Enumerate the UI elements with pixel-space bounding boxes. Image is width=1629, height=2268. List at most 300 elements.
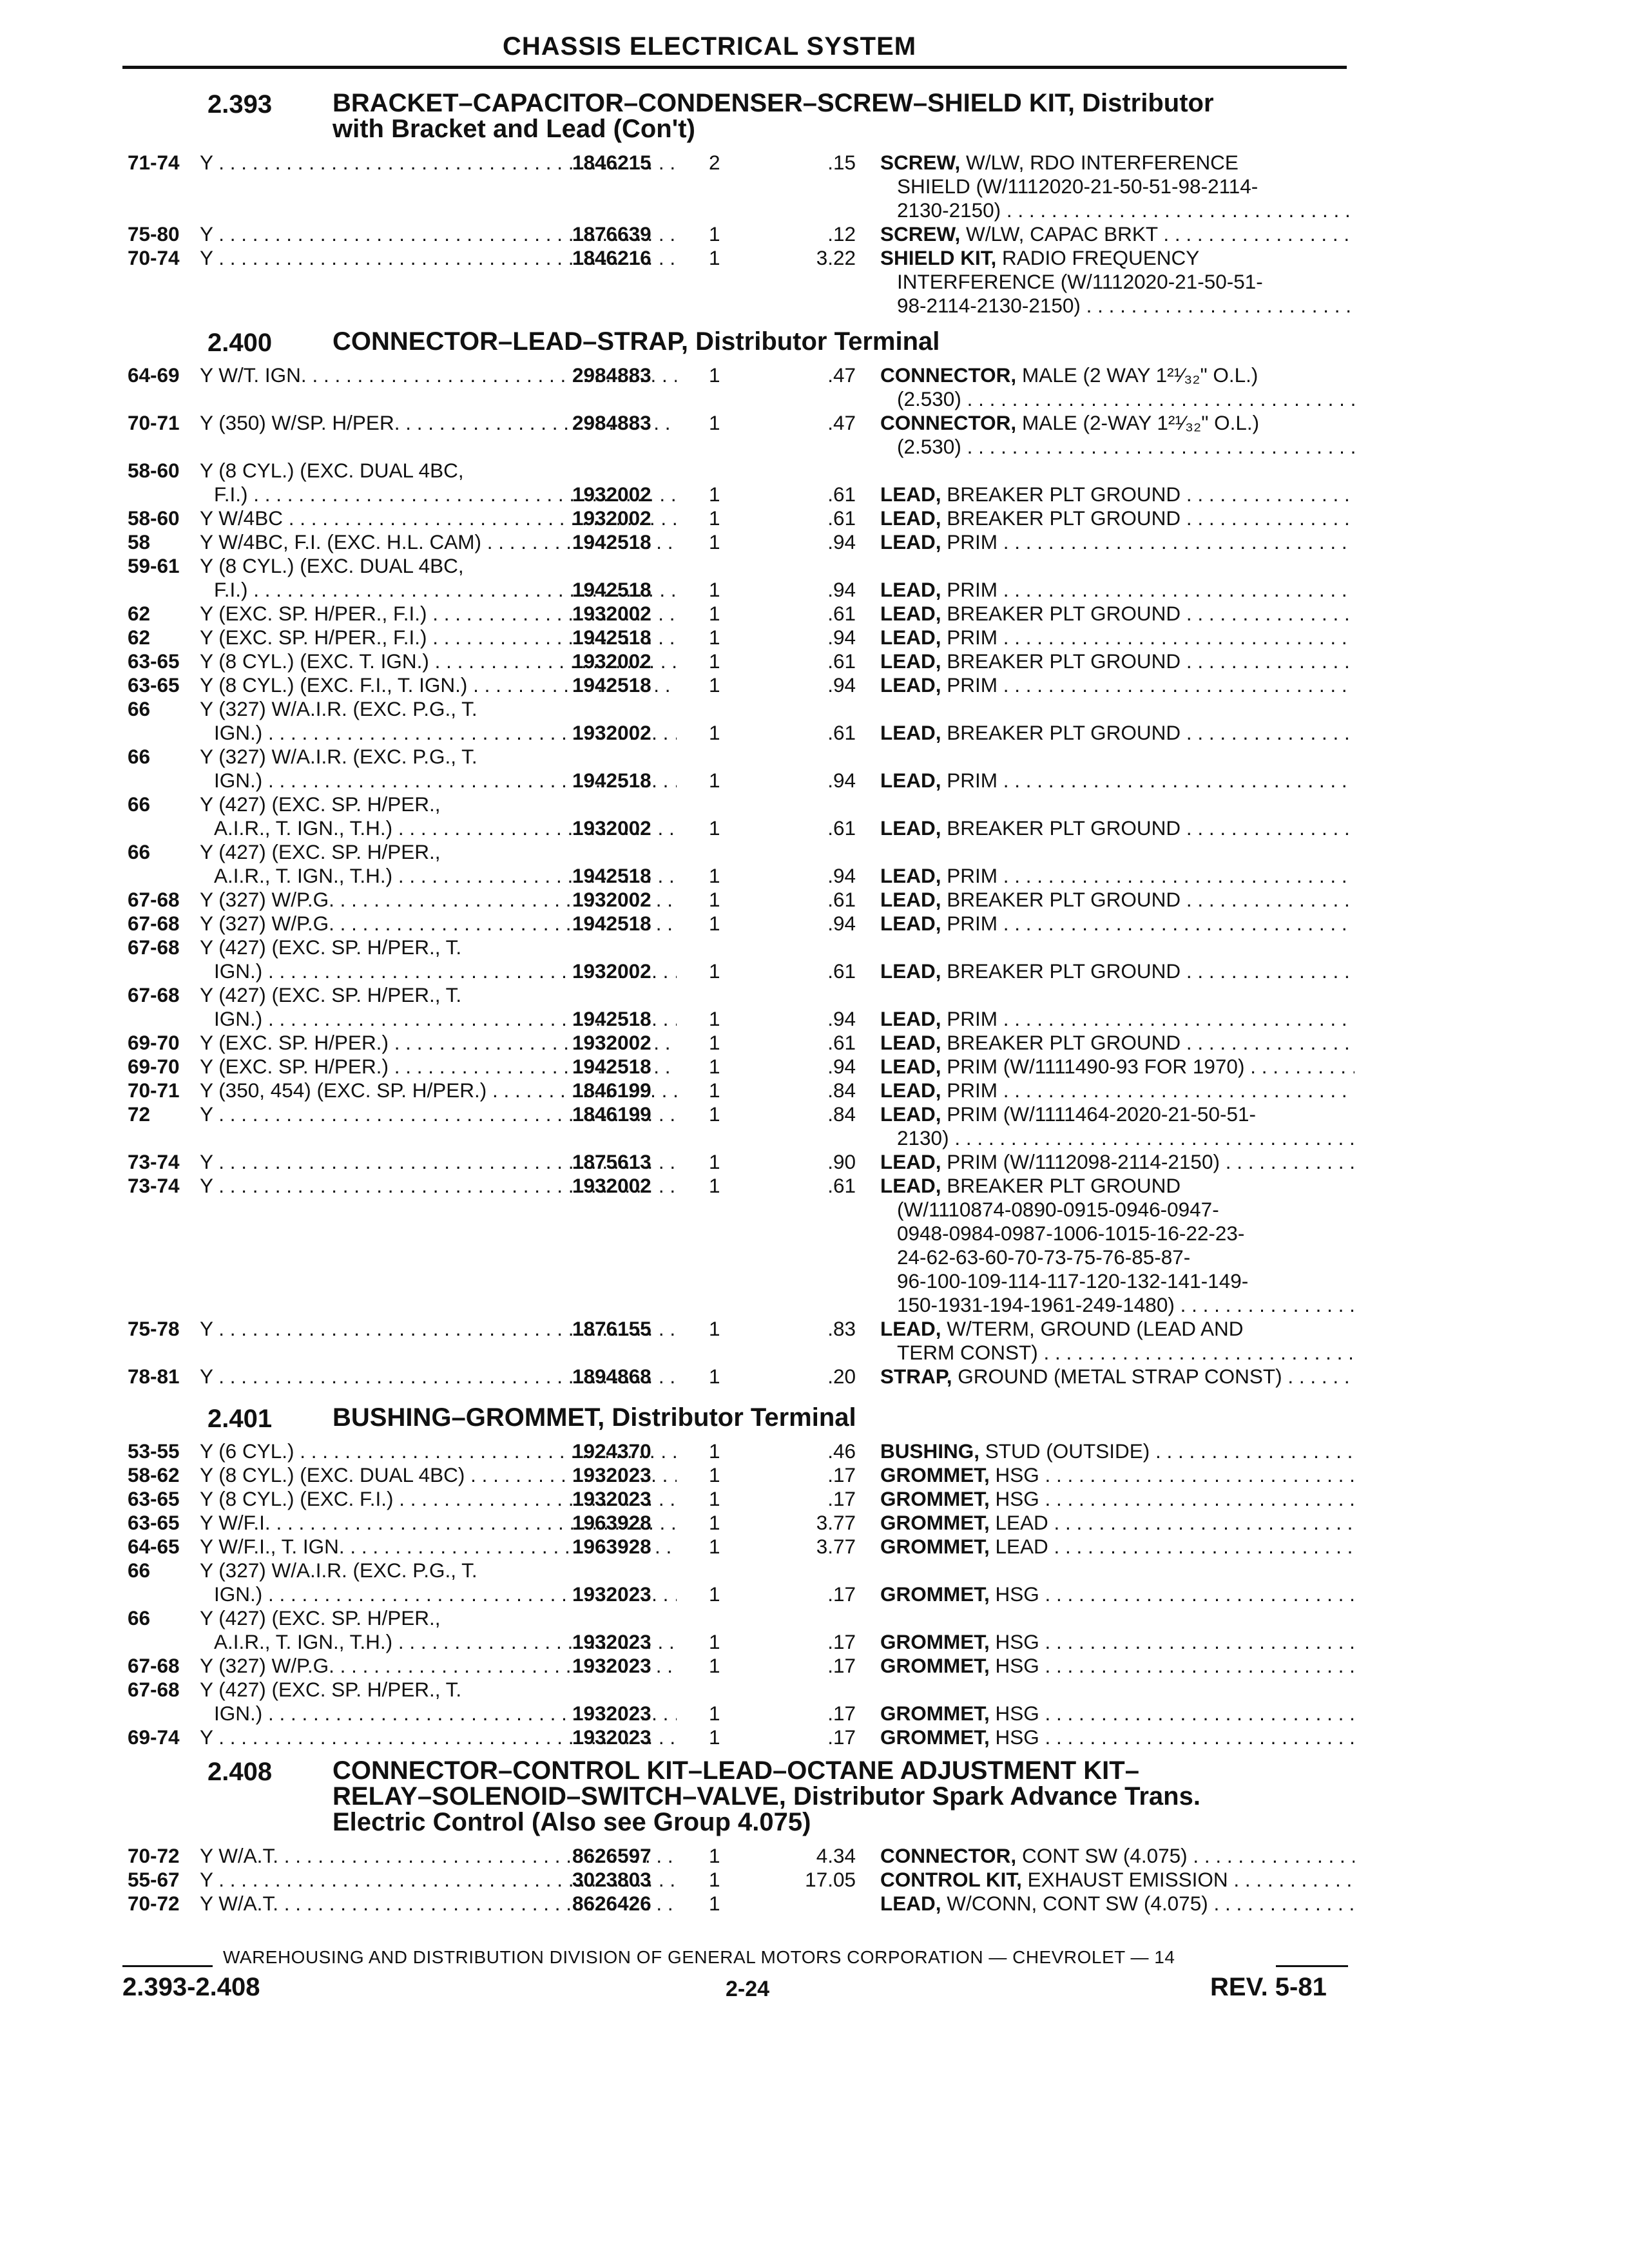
description-keyword: LEAD, (880, 578, 941, 601)
model-years: 66 (128, 697, 151, 720)
application-text: Y W/4BC . . . (200, 506, 677, 530)
price: .61 (827, 1031, 856, 1054)
model-years: 58-60 (128, 459, 180, 482)
application-text: Y (327) W/A.I.R. (EXC. P.G., T. (200, 745, 477, 768)
description-text: LEAD, PRIM . . . (880, 530, 1354, 553)
price: .61 (827, 959, 856, 983)
description-text: SCREW, W/LW, CAPAC BRKT . . . (880, 222, 1354, 245)
part-number: 1932023 (572, 1582, 651, 1606)
part-number: 1942518 (572, 769, 651, 792)
description-keyword: LEAD, (880, 673, 941, 697)
footer-revision: REV. 5-81 (1210, 1973, 1327, 2001)
application-text: Y W/F.I. . . . (200, 1511, 677, 1534)
section-title-line: with Bracket and Lead (Con't) (333, 115, 695, 143)
description-text: STRAP, GROUND (METAL STRAP CONST) . . . (880, 1365, 1354, 1388)
quantity: 1 (709, 769, 720, 792)
quantity: 1 (709, 222, 720, 245)
price: .94 (827, 673, 856, 697)
description-keyword: CONNECTOR, (880, 411, 1017, 434)
description-keyword: SHIELD KIT, (880, 246, 997, 269)
description-text: LEAD, PRIM (W/1111490-93 FOR 1970) . . . (880, 1055, 1354, 1078)
description-text: LEAD, BREAKER PLT GROUND . . . (880, 888, 1354, 911)
description (880, 1439, 1354, 1463)
description-text: GROMMET, HSG . . . (880, 1654, 1354, 1677)
part-number: 1932023 (572, 1463, 651, 1486)
model-years: 63-65 (128, 1487, 180, 1510)
model-years: 63-65 (128, 673, 180, 697)
model-years: 69-74 (128, 1725, 180, 1749)
application-text: Y (8 CYL.) (EXC. DUAL 4BC) . . . (200, 1463, 677, 1486)
application-text: Y (427) (EXC. SP. H/PER., (200, 840, 441, 863)
description (880, 721, 1354, 745)
description (880, 864, 1354, 888)
description (880, 1487, 1354, 1511)
description (880, 1630, 1354, 1654)
description-continued: 150-1931-194-1961-249-1480) . . . (880, 1293, 1354, 1317)
model-years: 66 (128, 1559, 151, 1582)
part-number: 1876155 (572, 1317, 651, 1340)
description-continued: (2.530) . . . (880, 435, 1354, 459)
description (880, 1102, 1354, 1150)
description (880, 483, 1354, 506)
quantity: 1 (709, 1892, 720, 1915)
quantity: 1 (709, 411, 720, 434)
section-title-line: BRACKET–CAPACITOR–CONDENSER–SCREW–SHIELD KIT, Distributor (333, 89, 1214, 117)
part-number: 1942518 (572, 626, 651, 649)
section-title-line: CONNECTOR–LEAD–STRAP, Distributor Terminal (333, 327, 940, 356)
description (880, 1463, 1354, 1487)
part-number: 1942518 (572, 1055, 651, 1078)
description-keyword: LEAD, (880, 816, 941, 840)
description (880, 1007, 1354, 1031)
description-text: SHIELD KIT, RADIO FREQUENCY (880, 246, 1200, 269)
part-number: 1932002 (572, 483, 651, 506)
application-text: Y (8 CYL.) (EXC. F.I., T. IGN.) . . . (200, 673, 677, 697)
model-years: 73-74 (128, 1150, 180, 1173)
quantity: 1 (709, 1511, 720, 1534)
description-keyword: SCREW, (880, 222, 961, 245)
model-years: 66 (128, 745, 151, 768)
quantity: 1 (709, 1463, 720, 1486)
application-text: Y (EXC. SP. H/PER., F.I.) . . . (200, 626, 677, 649)
quantity: 1 (709, 363, 720, 387)
application-text: Y (EXC. SP. H/PER., F.I.) . . . (200, 602, 677, 625)
application-text: Y (350) W/SP. H/PER. . . . (200, 411, 677, 434)
description (880, 888, 1354, 912)
model-years: 78-81 (128, 1365, 180, 1388)
application-continued: A.I.R., T. IGN., T.H.) . . . (200, 1630, 677, 1654)
quantity: 1 (709, 1174, 720, 1197)
quantity: 1 (709, 1868, 720, 1891)
description-text: LEAD, PRIM . . . (880, 1007, 1354, 1030)
model-years: 63-65 (128, 1511, 180, 1534)
description (880, 1365, 1354, 1389)
description-keyword: LEAD, (880, 769, 941, 792)
application-text: Y . . . (200, 222, 677, 245)
application-text: Y (327) W/A.I.R. (EXC. P.G., T. (200, 697, 477, 720)
price: .94 (827, 626, 856, 649)
application-text: Y . . . (200, 1365, 677, 1388)
description (880, 1725, 1354, 1749)
application-continued: IGN.) . . . (200, 721, 677, 745)
application-text: Y (8 CYL.) (EXC. F.I.) . . . (200, 1487, 677, 1510)
application-continued: F.I.) . . . (200, 483, 677, 506)
description-keyword: CONNECTOR, (880, 363, 1017, 387)
quantity: 1 (709, 1844, 720, 1867)
description-text: GROMMET, HSG . . . (880, 1487, 1354, 1510)
price: .61 (827, 602, 856, 625)
price: 17.05 (805, 1868, 856, 1891)
description-keyword: LEAD, (880, 959, 941, 983)
description (880, 1317, 1354, 1365)
part-number: 1924370 (572, 1439, 651, 1463)
price: .61 (827, 506, 856, 530)
price: .47 (827, 363, 856, 387)
quantity: 1 (709, 578, 720, 601)
model-years: 55-67 (128, 1868, 180, 1891)
description-text: GROMMET, HSG . . . (880, 1725, 1354, 1749)
description (880, 151, 1354, 222)
description-text: LEAD, PRIM . . . (880, 864, 1354, 887)
description (880, 602, 1354, 626)
price: 3.77 (816, 1535, 856, 1558)
description-keyword: LEAD, (880, 888, 941, 911)
application-text: Y (6 CYL.) . . . (200, 1439, 677, 1463)
model-years: 59-61 (128, 554, 180, 577)
quantity: 1 (709, 1725, 720, 1749)
application-continued: IGN.) . . . (200, 959, 677, 983)
application-text: Y (350, 454) (EXC. SP. H/PER.) . . . (200, 1079, 677, 1102)
part-number: 1846199 (572, 1102, 651, 1126)
model-years: 67-68 (128, 912, 180, 935)
section-title-line: CONNECTOR–CONTROL KIT–LEAD–OCTANE ADJUSTMENT KIT– (333, 1756, 1139, 1785)
price: .17 (827, 1582, 856, 1606)
model-years: 73-74 (128, 1174, 180, 1197)
description (880, 530, 1354, 554)
description-keyword: GROMMET, (880, 1487, 990, 1510)
quantity: 1 (709, 1317, 720, 1340)
application-continued: IGN.) . . . (200, 769, 677, 793)
price: 3.22 (816, 246, 856, 269)
quantity: 1 (709, 1365, 720, 1388)
model-years: 67-68 (128, 1678, 180, 1701)
part-number: 1963928 (572, 1511, 651, 1534)
price: .61 (827, 1174, 856, 1197)
application-text: Y . . . (200, 246, 677, 269)
part-number: 1846216 (572, 246, 651, 269)
application-text: Y . . . (200, 1150, 677, 1173)
part-number: 1932002 (572, 721, 651, 744)
description (880, 506, 1354, 530)
description-continued: 96-100-109-114-117-120-132-141-149- (897, 1269, 1249, 1293)
description-text: LEAD, BREAKER PLT GROUND . . . (880, 649, 1354, 673)
part-number: 1932023 (572, 1630, 651, 1653)
description-continued: 98-2114-2130-2150) . . . (880, 294, 1354, 318)
price: .17 (827, 1487, 856, 1510)
model-years: 58-62 (128, 1463, 180, 1486)
description-keyword: LEAD, (880, 626, 941, 649)
quantity: 1 (709, 1630, 720, 1653)
quantity: 1 (709, 673, 720, 697)
application-text: Y (427) (EXC. SP. H/PER., T. (200, 1678, 462, 1701)
description-text: LEAD, BREAKER PLT GROUND . . . (880, 483, 1354, 506)
section-number: 2.401 (207, 1405, 273, 1433)
description (880, 1511, 1354, 1535)
part-number: 1932023 (572, 1654, 651, 1677)
description-keyword: GROMMET, (880, 1702, 990, 1725)
part-number: 1932023 (572, 1702, 651, 1725)
description-text: LEAD, PRIM . . . (880, 626, 1354, 649)
model-years: 67-68 (128, 1654, 180, 1677)
model-years: 70-71 (128, 1079, 180, 1102)
model-years: 72 (128, 1102, 151, 1126)
description-keyword: LEAD, (880, 1174, 941, 1197)
price: .94 (827, 530, 856, 553)
price: .94 (827, 912, 856, 935)
description-text: LEAD, BREAKER PLT GROUND . . . (880, 721, 1354, 744)
description-text: LEAD, PRIM (W/1112098-2114-2150) . . . (880, 1150, 1354, 1173)
part-number: 1932002 (572, 1031, 651, 1054)
part-number: 1932002 (572, 506, 651, 530)
quantity: 1 (709, 602, 720, 625)
description-text: SCREW, W/LW, RDO INTERFERENCE (880, 151, 1239, 174)
application-text: Y (8 CYL.) (EXC. DUAL 4BC, (200, 459, 464, 482)
quantity: 1 (709, 1031, 720, 1054)
price: .94 (827, 1007, 856, 1030)
part-number: 1894868 (572, 1365, 651, 1388)
application-text: Y W/T. IGN. . . . (200, 363, 677, 387)
description (880, 1031, 1354, 1055)
price: .20 (827, 1365, 856, 1388)
quantity: 2 (709, 151, 720, 174)
section-title-line: Electric Control (Also see Group 4.075) (333, 1808, 811, 1836)
price: .12 (827, 222, 856, 245)
model-years: 69-70 (128, 1055, 180, 1078)
footer-page-number: 2-24 (726, 1977, 770, 2001)
description (880, 673, 1354, 697)
quantity: 1 (709, 1007, 720, 1030)
description (880, 1174, 1354, 1317)
description-text: GROMMET, HSG . . . (880, 1702, 1354, 1725)
model-years: 70-74 (128, 246, 180, 269)
part-number: 8626597 (572, 1844, 651, 1867)
description-text: GROMMET, HSG . . . (880, 1463, 1354, 1486)
section-number: 2.408 (207, 1758, 273, 1786)
description-continued: (W/1110874-0890-0915-0946-0947- (897, 1198, 1219, 1221)
description-keyword: LEAD, (880, 530, 941, 553)
description-keyword: LEAD, (880, 912, 941, 935)
description-text: LEAD, BREAKER PLT GROUND . . . (880, 506, 1354, 530)
part-number: 1846215 (572, 151, 651, 174)
description-text: CONNECTOR, MALE (2-WAY 1²¹⁄₃₂" O.L.) (880, 411, 1260, 434)
description-text: GROMMET, LEAD . . . (880, 1535, 1354, 1558)
description-text: LEAD, PRIM . . . (880, 673, 1354, 697)
model-years: 66 (128, 793, 151, 816)
model-years: 64-69 (128, 363, 180, 387)
section-number: 2.400 (207, 329, 273, 357)
price: .17 (827, 1702, 856, 1725)
description-keyword: GROMMET, (880, 1725, 990, 1749)
description-keyword: GROMMET, (880, 1463, 990, 1486)
application-text: Y (327) W/P.G. . . . (200, 888, 677, 911)
description-text: CONTROL KIT, EXHAUST EMISSION . . . (880, 1868, 1354, 1891)
part-number: 1875613 (572, 1150, 651, 1173)
application-text: Y . . . (200, 1725, 677, 1749)
model-years: 67-68 (128, 983, 180, 1006)
description-keyword: LEAD, (880, 1007, 941, 1030)
quantity: 1 (709, 1487, 720, 1510)
description-keyword: CONNECTOR, (880, 1844, 1017, 1867)
description (880, 1535, 1354, 1559)
price: .17 (827, 1654, 856, 1677)
price: .17 (827, 1630, 856, 1653)
price: .90 (827, 1150, 856, 1173)
description (880, 1654, 1354, 1678)
price: .61 (827, 888, 856, 911)
part-number: 1942518 (572, 1007, 651, 1030)
application-text: Y W/F.I., T. IGN. . . . (200, 1535, 677, 1558)
part-number: 2984883 (572, 363, 651, 387)
application-continued: IGN.) . . . (200, 1702, 677, 1725)
description-keyword: LEAD, (880, 602, 941, 625)
model-years: 70-72 (128, 1844, 180, 1867)
price: .17 (827, 1463, 856, 1486)
quantity: 1 (709, 912, 720, 935)
description-keyword: LEAD, (880, 649, 941, 673)
description-continued: 2130) . . . (880, 1126, 1354, 1150)
application-text: Y (8 CYL.) (EXC. DUAL 4BC, (200, 554, 464, 577)
price: 3.77 (816, 1511, 856, 1534)
description (880, 222, 1354, 246)
model-years: 75-80 (128, 222, 180, 245)
model-years: 66 (128, 840, 151, 863)
description (880, 912, 1354, 936)
price: .61 (827, 483, 856, 506)
quantity: 1 (709, 246, 720, 269)
quantity: 1 (709, 1079, 720, 1102)
quantity: 1 (709, 649, 720, 673)
application-text: Y (8 CYL.) (EXC. T. IGN.) . . . (200, 649, 677, 673)
part-number: 1846199 (572, 1079, 651, 1102)
price: .94 (827, 864, 856, 887)
header-rule (122, 66, 1347, 69)
price: 4.34 (816, 1844, 856, 1867)
application-text: Y (427) (EXC. SP. H/PER., (200, 1606, 441, 1629)
price: .84 (827, 1102, 856, 1126)
description-continued: 24-62-63-60-70-73-75-76-85-87- (897, 1245, 1191, 1269)
description-text: LEAD, PRIM . . . (880, 1079, 1354, 1102)
description (880, 1892, 1354, 1916)
application-continued: A.I.R., T. IGN., T.H.) . . . (200, 864, 677, 888)
quantity: 1 (709, 1439, 720, 1463)
quantity: 1 (709, 1150, 720, 1173)
description-text: GROMMET, LEAD . . . (880, 1511, 1354, 1534)
description-keyword: LEAD, (880, 1317, 941, 1340)
description-keyword: LEAD, (880, 721, 941, 744)
application-text: Y . . . (200, 1174, 677, 1197)
application-text: Y (427) (EXC. SP. H/PER., T. (200, 936, 462, 959)
application-text: Y W/4BC, F.I. (EXC. H.L. CAM) . . . (200, 530, 677, 553)
application-text: Y . . . (200, 1102, 677, 1126)
section-title-line: BUSHING–GROMMET, Distributor Terminal (333, 1403, 856, 1432)
model-years: 53-55 (128, 1439, 180, 1463)
description (880, 649, 1354, 673)
part-number: 1876639 (572, 222, 651, 245)
model-years: 67-68 (128, 936, 180, 959)
description-keyword: LEAD, (880, 1892, 941, 1915)
part-number: 1932002 (572, 816, 651, 840)
description-text: LEAD, W/TERM, GROUND (LEAD AND (880, 1317, 1244, 1340)
description-text: LEAD, PRIM (W/1111464-2020-21-50-51- (880, 1102, 1256, 1126)
description (880, 1868, 1354, 1892)
quantity: 1 (709, 721, 720, 744)
model-years: 62 (128, 626, 151, 649)
quantity: 1 (709, 1702, 720, 1725)
description (880, 769, 1354, 793)
description-keyword: GROMMET, (880, 1535, 990, 1558)
quantity: 1 (709, 1055, 720, 1078)
part-number: 3023803 (572, 1868, 651, 1891)
quantity: 1 (709, 959, 720, 983)
part-number: 1942518 (572, 864, 651, 887)
description-keyword: LEAD, (880, 506, 941, 530)
description-text: LEAD, BREAKER PLT GROUND . . . (880, 1031, 1354, 1054)
description-continued: 0948-0984-0987-1006-1015-16-22-23- (897, 1222, 1245, 1245)
description-keyword: LEAD, (880, 483, 941, 506)
application-continued: F.I.) . . . (200, 578, 677, 602)
quantity: 1 (709, 864, 720, 887)
description-keyword: CONTROL KIT, (880, 1868, 1022, 1891)
part-number: 1932002 (572, 1174, 651, 1197)
description-text: LEAD, BREAKER PLT GROUND . . . (880, 816, 1354, 840)
application-text: Y . . . (200, 1317, 677, 1340)
model-years: 58 (128, 530, 151, 553)
application-text: Y W/A.T. . . . (200, 1844, 677, 1867)
model-years: 69-70 (128, 1031, 180, 1054)
model-years: 70-72 (128, 1892, 180, 1915)
quantity: 1 (709, 626, 720, 649)
description-continued: INTERFERENCE (W/1112020-21-50-51- (897, 270, 1263, 293)
description (880, 1844, 1354, 1868)
application-text: Y . . . (200, 1868, 677, 1891)
description-keyword: GROMMET, (880, 1582, 990, 1606)
part-number: 1942518 (572, 912, 651, 935)
model-years: 64-65 (128, 1535, 180, 1558)
part-number: 1942518 (572, 578, 651, 601)
description-text: LEAD, PRIM . . . (880, 769, 1354, 792)
quantity: 1 (709, 1102, 720, 1126)
footer-publisher-line: WAREHOUSING AND DISTRIBUTION DIVISION OF GENERAL MOTORS CORPORATION — CHEVROLET — 14 (223, 1947, 1175, 1967)
description-keyword: LEAD, (880, 864, 941, 887)
part-number: 1942518 (572, 530, 651, 553)
description (880, 363, 1354, 411)
application-text: Y W/A.T. . . . (200, 1892, 677, 1915)
part-number: 1932002 (572, 959, 651, 983)
description-text: LEAD, BREAKER PLT GROUND (880, 1174, 1181, 1197)
model-years: 71-74 (128, 151, 180, 174)
description (880, 816, 1354, 840)
application-text: Y (327) W/A.I.R. (EXC. P.G., T. (200, 1559, 477, 1582)
description (880, 1055, 1354, 1079)
description (880, 1150, 1354, 1174)
description (880, 1079, 1354, 1102)
description-continued: 2130-2150) . . . (880, 198, 1354, 222)
description-text: LEAD, PRIM . . . (880, 578, 1354, 601)
model-years: 66 (128, 1606, 151, 1629)
price: .94 (827, 578, 856, 601)
description-keyword: LEAD, (880, 1102, 941, 1126)
model-years: 67-68 (128, 888, 180, 911)
